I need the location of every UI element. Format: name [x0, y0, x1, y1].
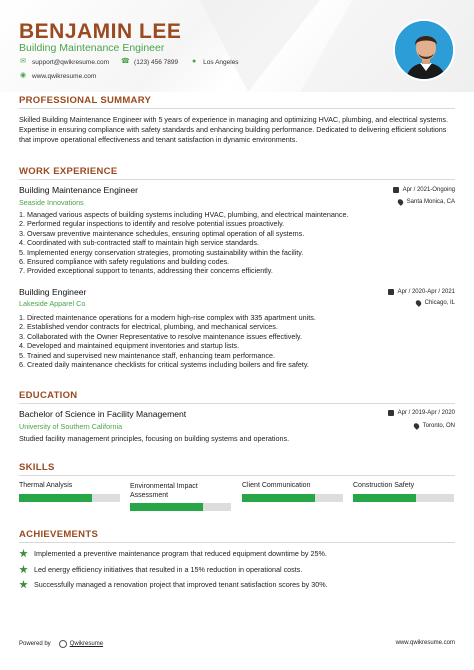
list-item: 2. Performed regular inspections to identify and resolve potential issues proactively. [19, 219, 285, 229]
skills-heading: SKILLS [19, 462, 55, 473]
education-location-text: Toronto, ON [422, 423, 455, 429]
section-divider [19, 108, 455, 109]
email-text: support@qwikresume.com [32, 58, 110, 66]
job-location-text: Chicago, IL [424, 300, 455, 306]
skill-bar [130, 503, 231, 511]
star-icon [19, 580, 28, 589]
list-item: 3. Collaborated with the Owner Representative to resolve maintenance issues effectively. [19, 331, 302, 341]
list-item: 5. Implemented energy conservation strategies, promoting sustainability within the facility. [19, 247, 304, 257]
calendar-icon [388, 410, 394, 416]
footer-website[interactable]: www.qwikresume.com [395, 640, 455, 646]
job-title: Building Engineer [19, 287, 87, 297]
skill-bar [242, 494, 343, 502]
footer-powered-by [19, 640, 103, 648]
education-location [414, 423, 455, 429]
calendar-icon [393, 187, 399, 193]
degree-title: Bachelor of Science in Facility Management [19, 409, 187, 419]
location-text: Los Angeles [203, 58, 239, 66]
section-divider [19, 403, 455, 404]
avatar [393, 19, 455, 81]
list-item: 5. Trained and supervised new maintenance staff, enhancing team performance. [19, 350, 275, 360]
phone-item[interactable] [121, 58, 178, 66]
calendar-icon [388, 289, 394, 295]
website-item[interactable] [19, 72, 96, 80]
summary-text: Skilled Building Maintenance Engineer with 5 years of experience in managing and optimizing HVAC, plumbing, and electrical systems. Expertise in ensuring compliance with safety standards and enhancing building performance. Dedicated to delivering efficient solutions that improve operational effectiveness and tenant satisfaction in dynamic environments. [19, 115, 448, 144]
job-date-text: Apr / 2020-Apr / 2021 [397, 289, 455, 295]
qwikresume-logo-icon [59, 640, 67, 648]
phone-text: (123) 456 7899 [134, 58, 179, 66]
job-location-text: Santa Monica, CA [406, 199, 455, 205]
achievement-item [19, 549, 327, 558]
skill-bar-fill [242, 494, 315, 502]
location-pin-icon: ● [192, 58, 197, 65]
job-company: Lakeside Apparel Co [19, 299, 86, 308]
list-item: 1. Managed various aspects of building systems including HVAC, plumbing, and electrical maintenance. [19, 210, 349, 219]
skill-bar-fill [19, 494, 92, 502]
job-title: Building Maintenance Engineer [19, 185, 138, 195]
list-item: 3. Oversaw preventive maintenance schedules, ensuring optimal operation of all systems. [19, 228, 305, 238]
school-name: University of Southern California [19, 422, 123, 431]
achievement-text: Successfully managed a renovation project that improved tenant satisfaction scores by 30%. [34, 580, 328, 589]
location-item [190, 58, 238, 66]
skill-label: Thermal Analysis [19, 482, 73, 489]
email-item[interactable] [19, 58, 109, 66]
contact-row [19, 72, 108, 80]
location-pin-icon [396, 198, 404, 206]
skill-label: Environmental Impact Assessment [130, 483, 198, 499]
skill-label: Client Communication [242, 482, 311, 489]
candidate-role: Building Maintenance Engineer [19, 42, 165, 54]
powered-by-text: Powered by [19, 641, 51, 647]
globe-icon: ◉ [19, 72, 27, 79]
education-description: Studied facility management principles, focusing on building systems and operations. [19, 434, 290, 443]
skill-label: Construction Safety [353, 482, 415, 489]
achievement-text: Implemented a preventive maintenance program that reduced equipment downtime by 25%. [34, 549, 327, 558]
job-date [388, 289, 455, 295]
education-date [388, 410, 455, 416]
section-divider [19, 542, 455, 543]
star-icon [19, 565, 28, 574]
education-date-text: Apr / 2019-Apr / 2020 [397, 410, 455, 416]
achievement-text: Led energy efficiency initiatives that resulted in a 15% reduction in operational costs. [34, 565, 303, 574]
job-bullets [19, 210, 455, 276]
skill-bar-fill [353, 494, 416, 502]
skill-bar [353, 494, 454, 502]
job-location [416, 300, 455, 306]
list-item: 2. Established vendor contracts for electrical, plumbing, and mechanical services. [19, 322, 278, 332]
phone-icon: ☎ [121, 58, 130, 65]
list-item: 4. Coordinated with sub-contracted staff to maintain high service standards. [19, 238, 259, 248]
brand-link[interactable]: Qwikresume [69, 641, 104, 647]
location-pin-icon [412, 422, 420, 430]
list-item: 4. Developed and maintained equipment inventories and startup lists. [19, 341, 240, 351]
star-icon [19, 549, 28, 558]
candidate-name: BENJAMIN LEE [19, 20, 182, 43]
job-location [398, 199, 455, 205]
list-item: 6. Created daily maintenance checklists for critical systems including boilers and fire safety. [19, 360, 309, 370]
job-bullets [19, 313, 455, 369]
experience-heading: WORK EXPERIENCE [19, 166, 118, 177]
job-company: Seaside Innovations [19, 198, 84, 207]
email-icon: ✉ [20, 58, 26, 65]
location-pin-icon [414, 299, 422, 307]
list-item: 1. Directed maintenance operations for a modern high-rise complex with 335 apartment units. [19, 313, 316, 322]
skill-bar-fill [130, 503, 203, 511]
section-divider [19, 179, 455, 180]
job-date [393, 187, 455, 193]
website-text: www.qwikresume.com [32, 72, 97, 80]
achievements-heading: ACHIEVEMENTS [19, 529, 99, 540]
job-date-text: Apr / 2021-Ongoing [402, 187, 455, 193]
contact-row [19, 58, 251, 66]
achievement-item [19, 580, 328, 589]
list-item: 6. Ensured compliance with safety regulations and building codes. [19, 257, 230, 267]
skill-bar [19, 494, 120, 502]
summary-heading: PROFESSIONAL SUMMARY [19, 95, 152, 106]
achievement-item [19, 565, 302, 574]
education-heading: EDUCATION [19, 390, 78, 401]
section-divider [19, 475, 455, 476]
list-item: 7. Provided exceptional support to tenants, addressing their concerns efficiently. [19, 266, 273, 276]
